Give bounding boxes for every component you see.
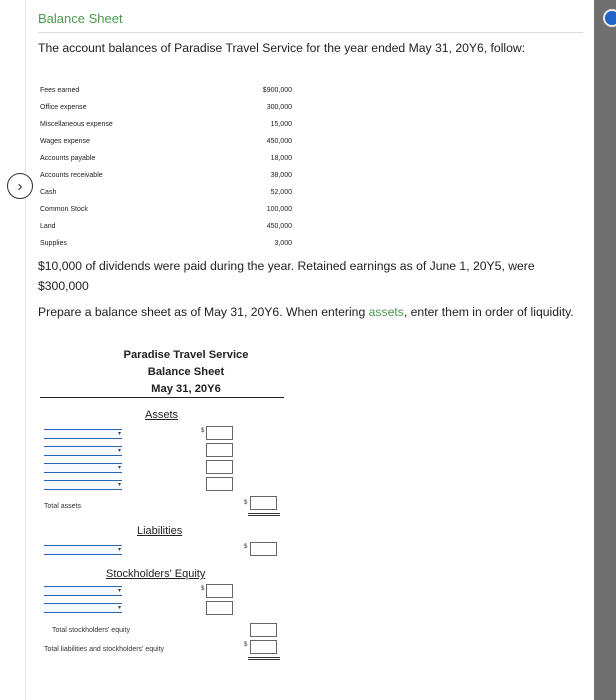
account-balances-table bbox=[40, 82, 292, 252]
equity-account-select-2[interactable] bbox=[44, 603, 122, 613]
table-row: Cash 52,000 bbox=[40, 189, 292, 196]
asset-account-select-4[interactable] bbox=[44, 480, 122, 490]
assets-link[interactable]: assets bbox=[368, 305, 404, 319]
table-row: Land 450,000 bbox=[40, 223, 292, 230]
chevron-right-icon: › bbox=[17, 177, 23, 195]
intro-text: The account balances of Paradise Travel Service for the year ended May 31, 20Y6, follow: bbox=[38, 41, 526, 55]
chevron-down-icon: ▾ bbox=[117, 431, 121, 437]
question-content bbox=[26, 0, 594, 700]
double-underline bbox=[248, 659, 280, 660]
asset-account-select-2[interactable] bbox=[44, 446, 122, 456]
chevron-down-icon: ▾ bbox=[117, 465, 121, 471]
table-row: Accounts payable 18,000 bbox=[40, 155, 292, 162]
left-gutter bbox=[0, 0, 26, 700]
liability-account-select-1[interactable] bbox=[44, 545, 122, 555]
section-title: Balance Sheet bbox=[38, 11, 123, 26]
total-liabilities-equity-input[interactable] bbox=[250, 640, 277, 654]
right-scrollbar[interactable] bbox=[594, 0, 616, 700]
table-row: Supplies 3,000 bbox=[40, 240, 292, 247]
total-equity-input[interactable] bbox=[250, 623, 277, 637]
asset-amount-input-2[interactable] bbox=[206, 443, 233, 457]
dollar-sign: $ bbox=[201, 586, 205, 592]
table-row: Miscellaneous expense 15,000 bbox=[40, 121, 292, 128]
total-equity-label: Total stockholders' equity bbox=[52, 627, 130, 634]
table-row: Accounts receivable 38,000 bbox=[40, 172, 292, 179]
asset-amount-input-4[interactable] bbox=[206, 477, 233, 491]
liabilities-heading: Liabilities bbox=[137, 525, 183, 537]
assets-heading: Assets bbox=[145, 409, 179, 421]
chevron-down-icon: ▾ bbox=[117, 588, 121, 594]
instructions-text: Prepare a balance sheet as of May 31, 20Y6. When entering assets, enter them in order of liquidity. bbox=[38, 305, 574, 319]
double-underline bbox=[248, 513, 280, 514]
total-assets-label: Total assets bbox=[44, 503, 81, 510]
dollar-sign: $ bbox=[244, 500, 248, 506]
scroll-indicator-icon[interactable] bbox=[603, 9, 616, 27]
double-underline bbox=[248, 657, 280, 658]
total-liabilities-equity-label: Total liabilities and stockholders' equity bbox=[44, 646, 165, 653]
statement-date: May 31, 20Y6 bbox=[151, 383, 221, 395]
asset-amount-input-1[interactable] bbox=[206, 426, 233, 440]
table-row: Fees earned $900,000 bbox=[40, 87, 292, 94]
chevron-down-icon: ▾ bbox=[117, 482, 121, 488]
liability-amount-input-1[interactable] bbox=[250, 542, 277, 556]
asset-amount-input-3[interactable] bbox=[206, 460, 233, 474]
header-divider bbox=[40, 397, 284, 398]
asset-account-select-1[interactable] bbox=[44, 429, 122, 439]
statement-name: Balance Sheet bbox=[147, 366, 225, 378]
table-row: Common Stock 100,000 bbox=[40, 206, 292, 213]
dividends-text: $10,000 of dividends were paid during the year. Retained earnings as of June 1, 20Y5, were $300,000 bbox=[38, 259, 535, 293]
divider bbox=[38, 32, 583, 33]
total-assets-input[interactable] bbox=[250, 496, 277, 510]
double-underline bbox=[248, 515, 280, 516]
equity-heading: Stockholders' Equity bbox=[106, 568, 206, 580]
dollar-sign: $ bbox=[201, 428, 205, 434]
company-name: Paradise Travel Service bbox=[123, 349, 249, 361]
dollar-sign: $ bbox=[244, 642, 248, 648]
table-row: Wages expense 450,000 bbox=[40, 138, 292, 145]
equity-amount-input-2[interactable] bbox=[206, 601, 233, 615]
equity-amount-input-1[interactable] bbox=[206, 584, 233, 598]
equity-account-select-1[interactable] bbox=[44, 586, 122, 596]
chevron-down-icon: ▾ bbox=[117, 605, 121, 611]
dollar-sign: $ bbox=[244, 544, 248, 550]
chevron-down-icon: ▾ bbox=[117, 448, 121, 454]
chevron-down-icon: ▾ bbox=[117, 547, 121, 553]
table-row: Office expense 300,000 bbox=[40, 104, 292, 111]
asset-account-select-3[interactable] bbox=[44, 463, 122, 473]
